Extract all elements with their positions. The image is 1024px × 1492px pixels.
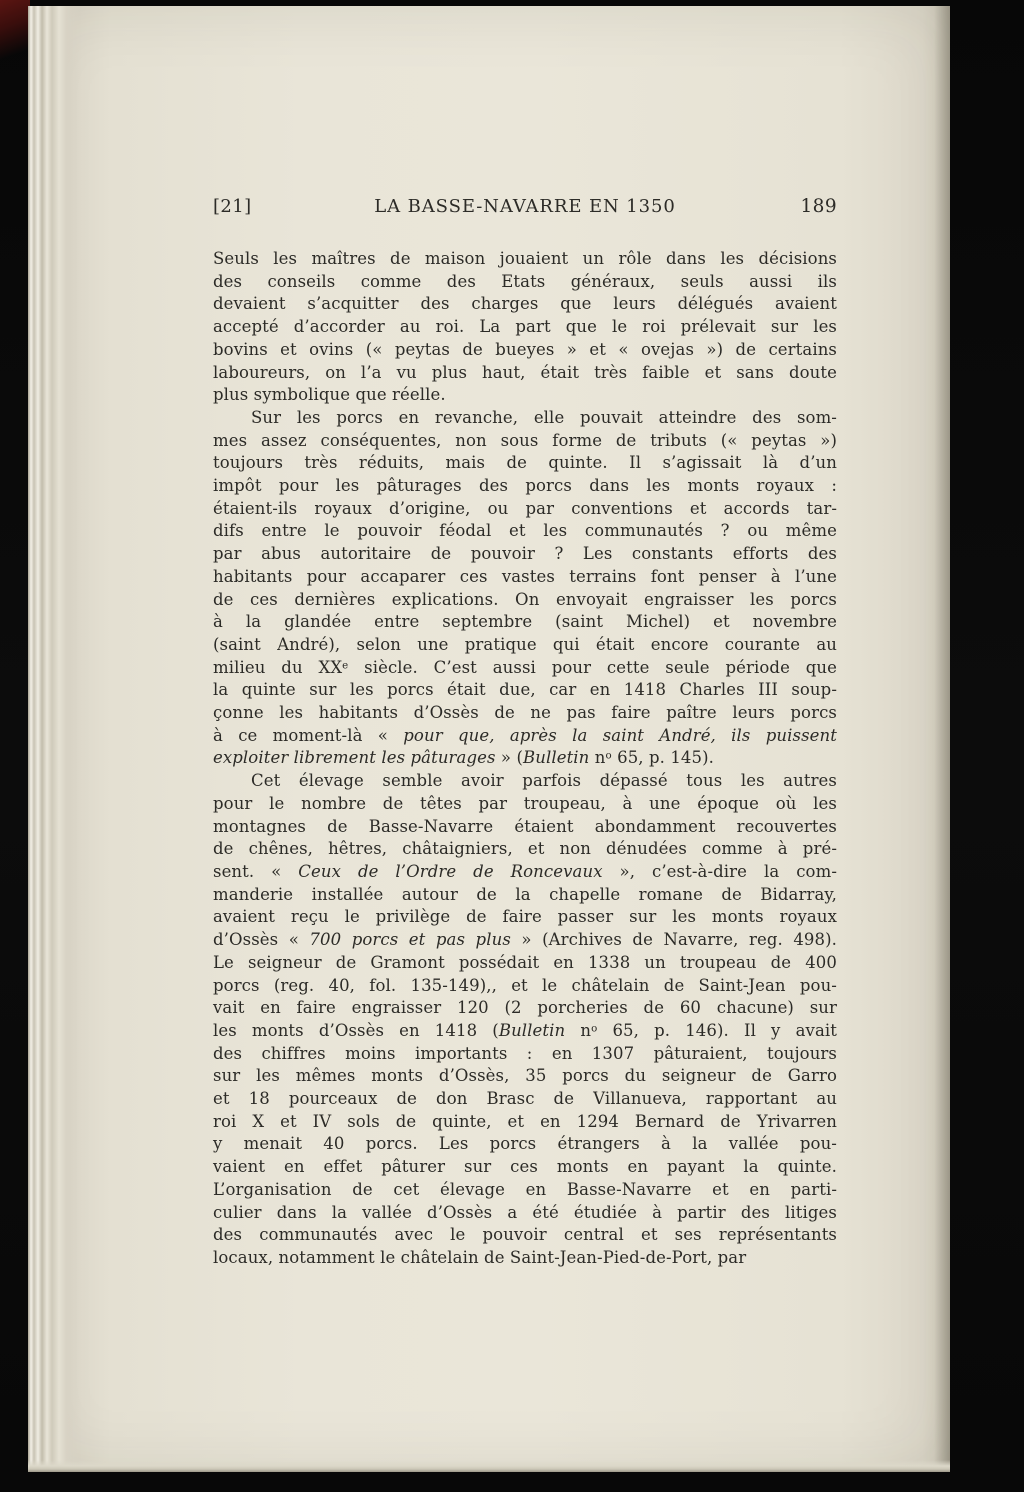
- text-line: des communautés avec le pouvoir central et ses représentants: [213, 1225, 837, 1245]
- text-line: par abus autoritaire de pouvoir ? Les constants efforts des: [213, 544, 837, 564]
- text-line: çonne les habitants d’Ossès de ne pas faire paître leurs porcs: [213, 703, 837, 723]
- text-line: manderie installée autour de la chapelle romane de Bidarray,: [213, 884, 837, 904]
- text-line: (saint André), selon une pratique qui était encore courante au: [213, 634, 837, 654]
- text-line: L’organisation de cet élevage en Basse-Navarre et en parti-: [213, 1179, 837, 1199]
- text-line: la quinte sur les porcs était due, car en 1418 Charles III soup-: [213, 680, 837, 700]
- text-line: plus symbolique que réelle.: [213, 385, 446, 405]
- text-line: difs entre le pouvoir féodal et les communautés ? ou même: [213, 521, 837, 541]
- text-line: milieu du XXe siècle. C’est aussi pour cette seule période que: [213, 657, 837, 677]
- text-line: d’Ossès « 700 porcs et pas plus » (Archives de Navarre, reg. 498).: [213, 930, 837, 950]
- text-line: à ce moment-là « pour que, après la saint André, ils puissent: [213, 725, 837, 745]
- text-line: impôt pour les pâturages des porcs dans les monts royaux :: [213, 476, 837, 496]
- text-line: bovins et ovins (« peytas de bueyes » et « ovejas ») de certains: [213, 339, 837, 359]
- running-title: LA BASSE-NAVARRE EN 1350: [374, 196, 676, 217]
- text-line: devaient s’acquitter des charges que leurs délégués avaient: [213, 294, 837, 314]
- page-stack-edges: [28, 6, 80, 1472]
- paragraph: [213, 770, 837, 1269]
- text-line: Seuls les maîtres de maison jouaient un rôle dans les décisions: [213, 249, 837, 268]
- text-line: des conseils comme des Etats généraux, seuls aussi ils: [213, 271, 837, 291]
- text-line: les monts d’Ossès en 1418 (Bulletin $n^o$ 65, p. 146). Il y avait: [213, 1020, 837, 1040]
- page-header: [213, 196, 837, 217]
- text-line: à la glandée entre septembre (saint Michel) et novembre: [213, 612, 837, 632]
- text-line: sur les mêmes monts d’Ossès, 35 porcs du seigneur de Garro: [213, 1066, 837, 1086]
- page-number: 189: [800, 196, 837, 217]
- text-line: vait en faire engraisser 120 (2 porcheries de 60 chacune) sur: [213, 998, 837, 1018]
- text-line: de chênes, hêtres, châtaigniers, et non dénudées comme à pré-: [213, 839, 837, 859]
- paragraph: [213, 407, 837, 770]
- text-line: montagnes de Basse-Navarre étaient abondamment recouvertes: [213, 816, 837, 836]
- text-line: et 18 pourceaux de don Brasc de Villanueva, rapportant au: [213, 1089, 837, 1109]
- text-line: porcs (reg. 40, fol. 135-149),, et le châtelain de Saint-Jean pou-: [213, 975, 837, 995]
- text-line: Cet élevage semble avoir parfois dépassé tous les autres: [251, 771, 837, 791]
- text-line: exploiter librement les pâturages » (Bulletin $n^o$ 65, p. 145).: [213, 748, 715, 768]
- text-line: laboureurs, on l’a vu plus haut, était très faible et sans doute: [213, 362, 837, 382]
- text-line: habitants pour accaparer ces vastes terrains font penser à l’une: [213, 566, 837, 586]
- paragraph: [213, 248, 837, 407]
- text-line: roi X et IV sols de quinte, et en 1294 Bernard de Yrivarren: [213, 1111, 837, 1131]
- text-line: culier dans la vallée d’Ossès a été étudiée à partir des litiges: [213, 1202, 837, 1222]
- text-line: locaux, notamment le châtelain de Saint-Jean-Pied-de-Port, par: [213, 1247, 747, 1267]
- article-locator: [21]: [213, 196, 252, 217]
- text-line: Le seigneur de Gramont possédait en 1338 un troupeau de 400: [213, 952, 837, 972]
- book-page: [28, 6, 950, 1472]
- text-line: mes assez conséquentes, non sous forme de tributs (« peytas »): [213, 430, 837, 450]
- text-line: Sur les porcs en revanche, elle pouvait atteindre des som-: [251, 407, 837, 427]
- text-line: toujours très réduits, mais de quinte. Il s’agissait là d’un: [213, 453, 837, 473]
- text-line: étaient-ils royaux d’origine, ou par conventions et accords tar-: [213, 498, 837, 518]
- text-line: de ces dernières explications. On envoyait engraisser les porcs: [213, 589, 837, 609]
- text-line: sent. « Ceux de l’Ordre de Roncevaux », c’est-à-dire la com-: [213, 861, 837, 881]
- text-line: avaient reçu le privilège de faire passer sur les monts royaux: [213, 907, 837, 927]
- page-content: [213, 196, 837, 1270]
- text-line: des chiffres moins importants : en 1307 pâturaient, toujours: [213, 1043, 837, 1063]
- text-line: pour le nombre de têtes par troupeau, à une époque où les: [213, 793, 837, 813]
- text-line: accepté d’accorder au roi. La part que le roi prélevait sur les: [213, 317, 837, 337]
- book-cover-edge: [0, 0, 30, 60]
- text-line: y menait 40 porcs. Les porcs étrangers à la vallée pou-: [213, 1134, 837, 1154]
- text-block: [213, 248, 837, 1270]
- text-line: vaient en effet pâturer sur ces monts en payant la quinte.: [213, 1157, 837, 1177]
